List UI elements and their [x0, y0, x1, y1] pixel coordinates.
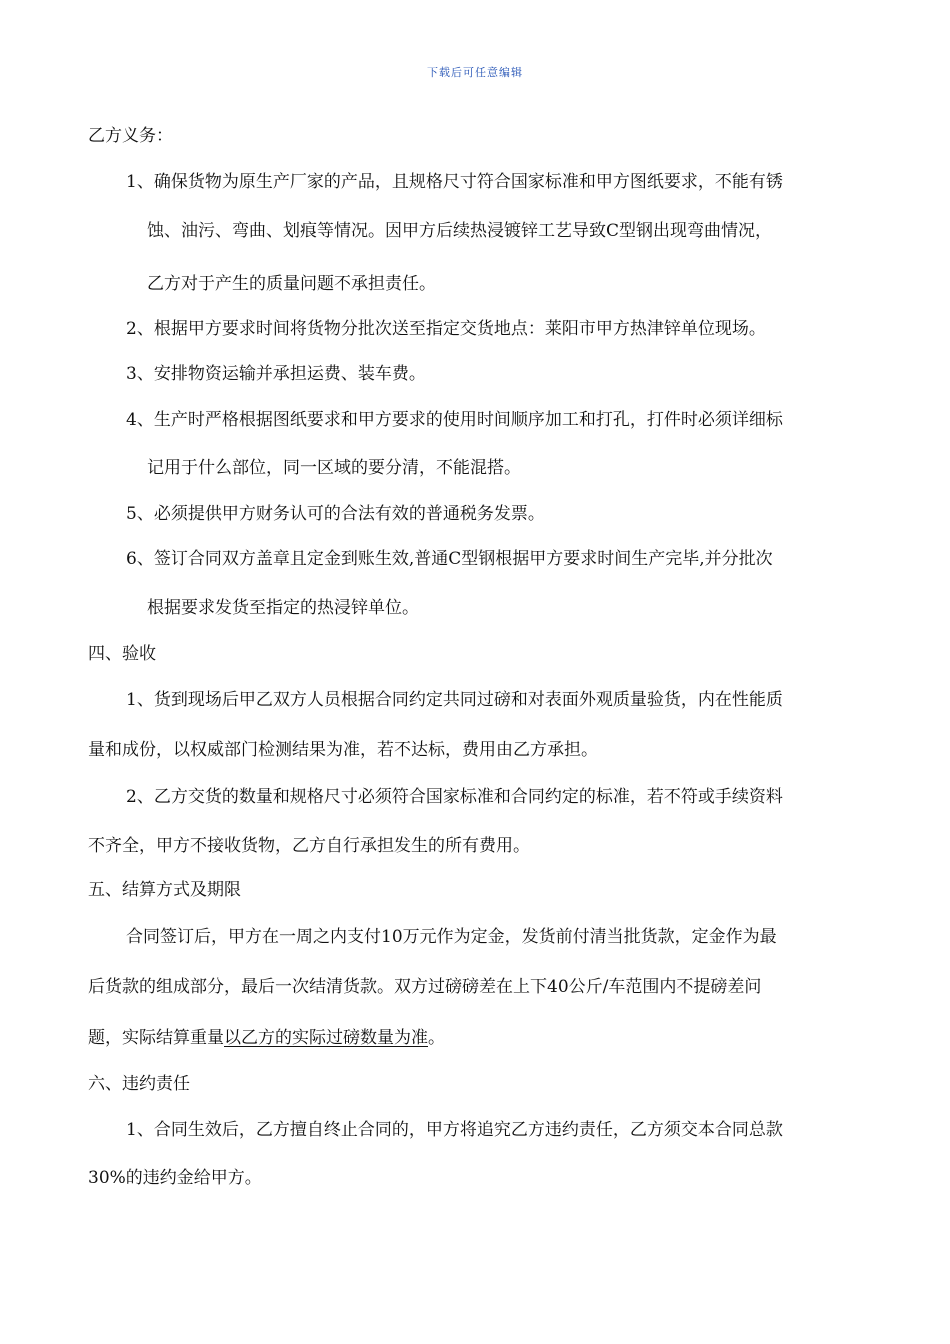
- obligation-4-line-1: 4、生产时严格根据图纸要求和甲方要求的使用时间顺序加工和打孔，打件时必须详细标: [126, 410, 783, 430]
- header-note: 下载后可任意编辑: [427, 66, 523, 79]
- breach-1-line-1: 1、合同生效后，乙方擅自终止合同的，甲方将追究乙方违约责任，乙方须交本合同总款: [126, 1120, 783, 1140]
- settlement-line-3-suffix: 。: [428, 1028, 445, 1048]
- acceptance-2-line-1: 2、乙方交货的数量和规格尺寸必须符合国家标准和合同约定的标准，若不符或手续资料: [126, 787, 783, 807]
- obligation-5: 5、必须提供甲方财务认可的合法有效的普通税务发票。: [126, 504, 545, 524]
- acceptance-1-line-1: 1、货到现场后甲乙双方人员根据合同约定共同过磅和对表面外观质量验货，内在性能质: [126, 690, 783, 710]
- settlement-line-3-prefix: 题，实际结算重量: [88, 1028, 224, 1048]
- acceptance-1-line-2: 量和成份，以权威部门检测结果为准，若不达标，费用由乙方承担。: [88, 740, 598, 760]
- settlement-line-3: [88, 1026, 445, 1050]
- obligation-6-line-2: 根据要求发货至指定的热浸锌单位。: [147, 598, 419, 618]
- settlement-underlined-clause: 以乙方的实际过磅数量为准: [224, 1028, 428, 1048]
- breach-1-line-2: 30%的违约金给甲方。: [88, 1168, 262, 1188]
- obligation-2: 2、根据甲方要求时间将货物分批次送至指定交货地点：莱阳市甲方热津锌单位现场。: [126, 319, 766, 339]
- obligation-4-line-2: 记用于什么部位，同一区域的要分清，不能混搭。: [147, 458, 521, 478]
- obligation-1-line-2: 蚀、油污、弯曲、划痕等情况。因甲方后续热浸镀锌工艺导致C型钢出现弯曲情况，: [147, 221, 773, 241]
- obligation-1-line-3: 乙方对于产生的质量问题不承担责任。: [147, 274, 436, 294]
- obligation-3: 3、安排物资运输并承担运费、装车费。: [126, 364, 426, 384]
- section-heading-yi-obligations: 乙方义务：: [88, 126, 173, 146]
- obligation-1-line-1: 1、确保货物为原生产厂家的产品，且规格尺寸符合国家标准和甲方图纸要求，不能有锈: [126, 172, 783, 192]
- obligation-6-line-1: 6、签订合同双方盖章且定金到账生效,普通C型钢根据甲方要求时间生产完毕,并分批次: [126, 549, 773, 569]
- settlement-line-2: 后货款的组成部分，最后一次结清货款。双方过磅磅差在上下40公斤/车范围内不提磅差问: [88, 977, 762, 997]
- section-heading-acceptance: 四、验收: [88, 644, 156, 664]
- section-heading-settlement: 五、结算方式及期限: [88, 880, 241, 900]
- settlement-line-1: 合同签订后，甲方在一周之内支付10万元作为定金，发货前付清当批货款，定金作为最: [126, 927, 777, 947]
- section-heading-breach: 六、违约责任: [88, 1074, 190, 1094]
- acceptance-2-line-2: 不齐全，甲方不接收货物，乙方自行承担发生的所有费用。: [88, 836, 530, 856]
